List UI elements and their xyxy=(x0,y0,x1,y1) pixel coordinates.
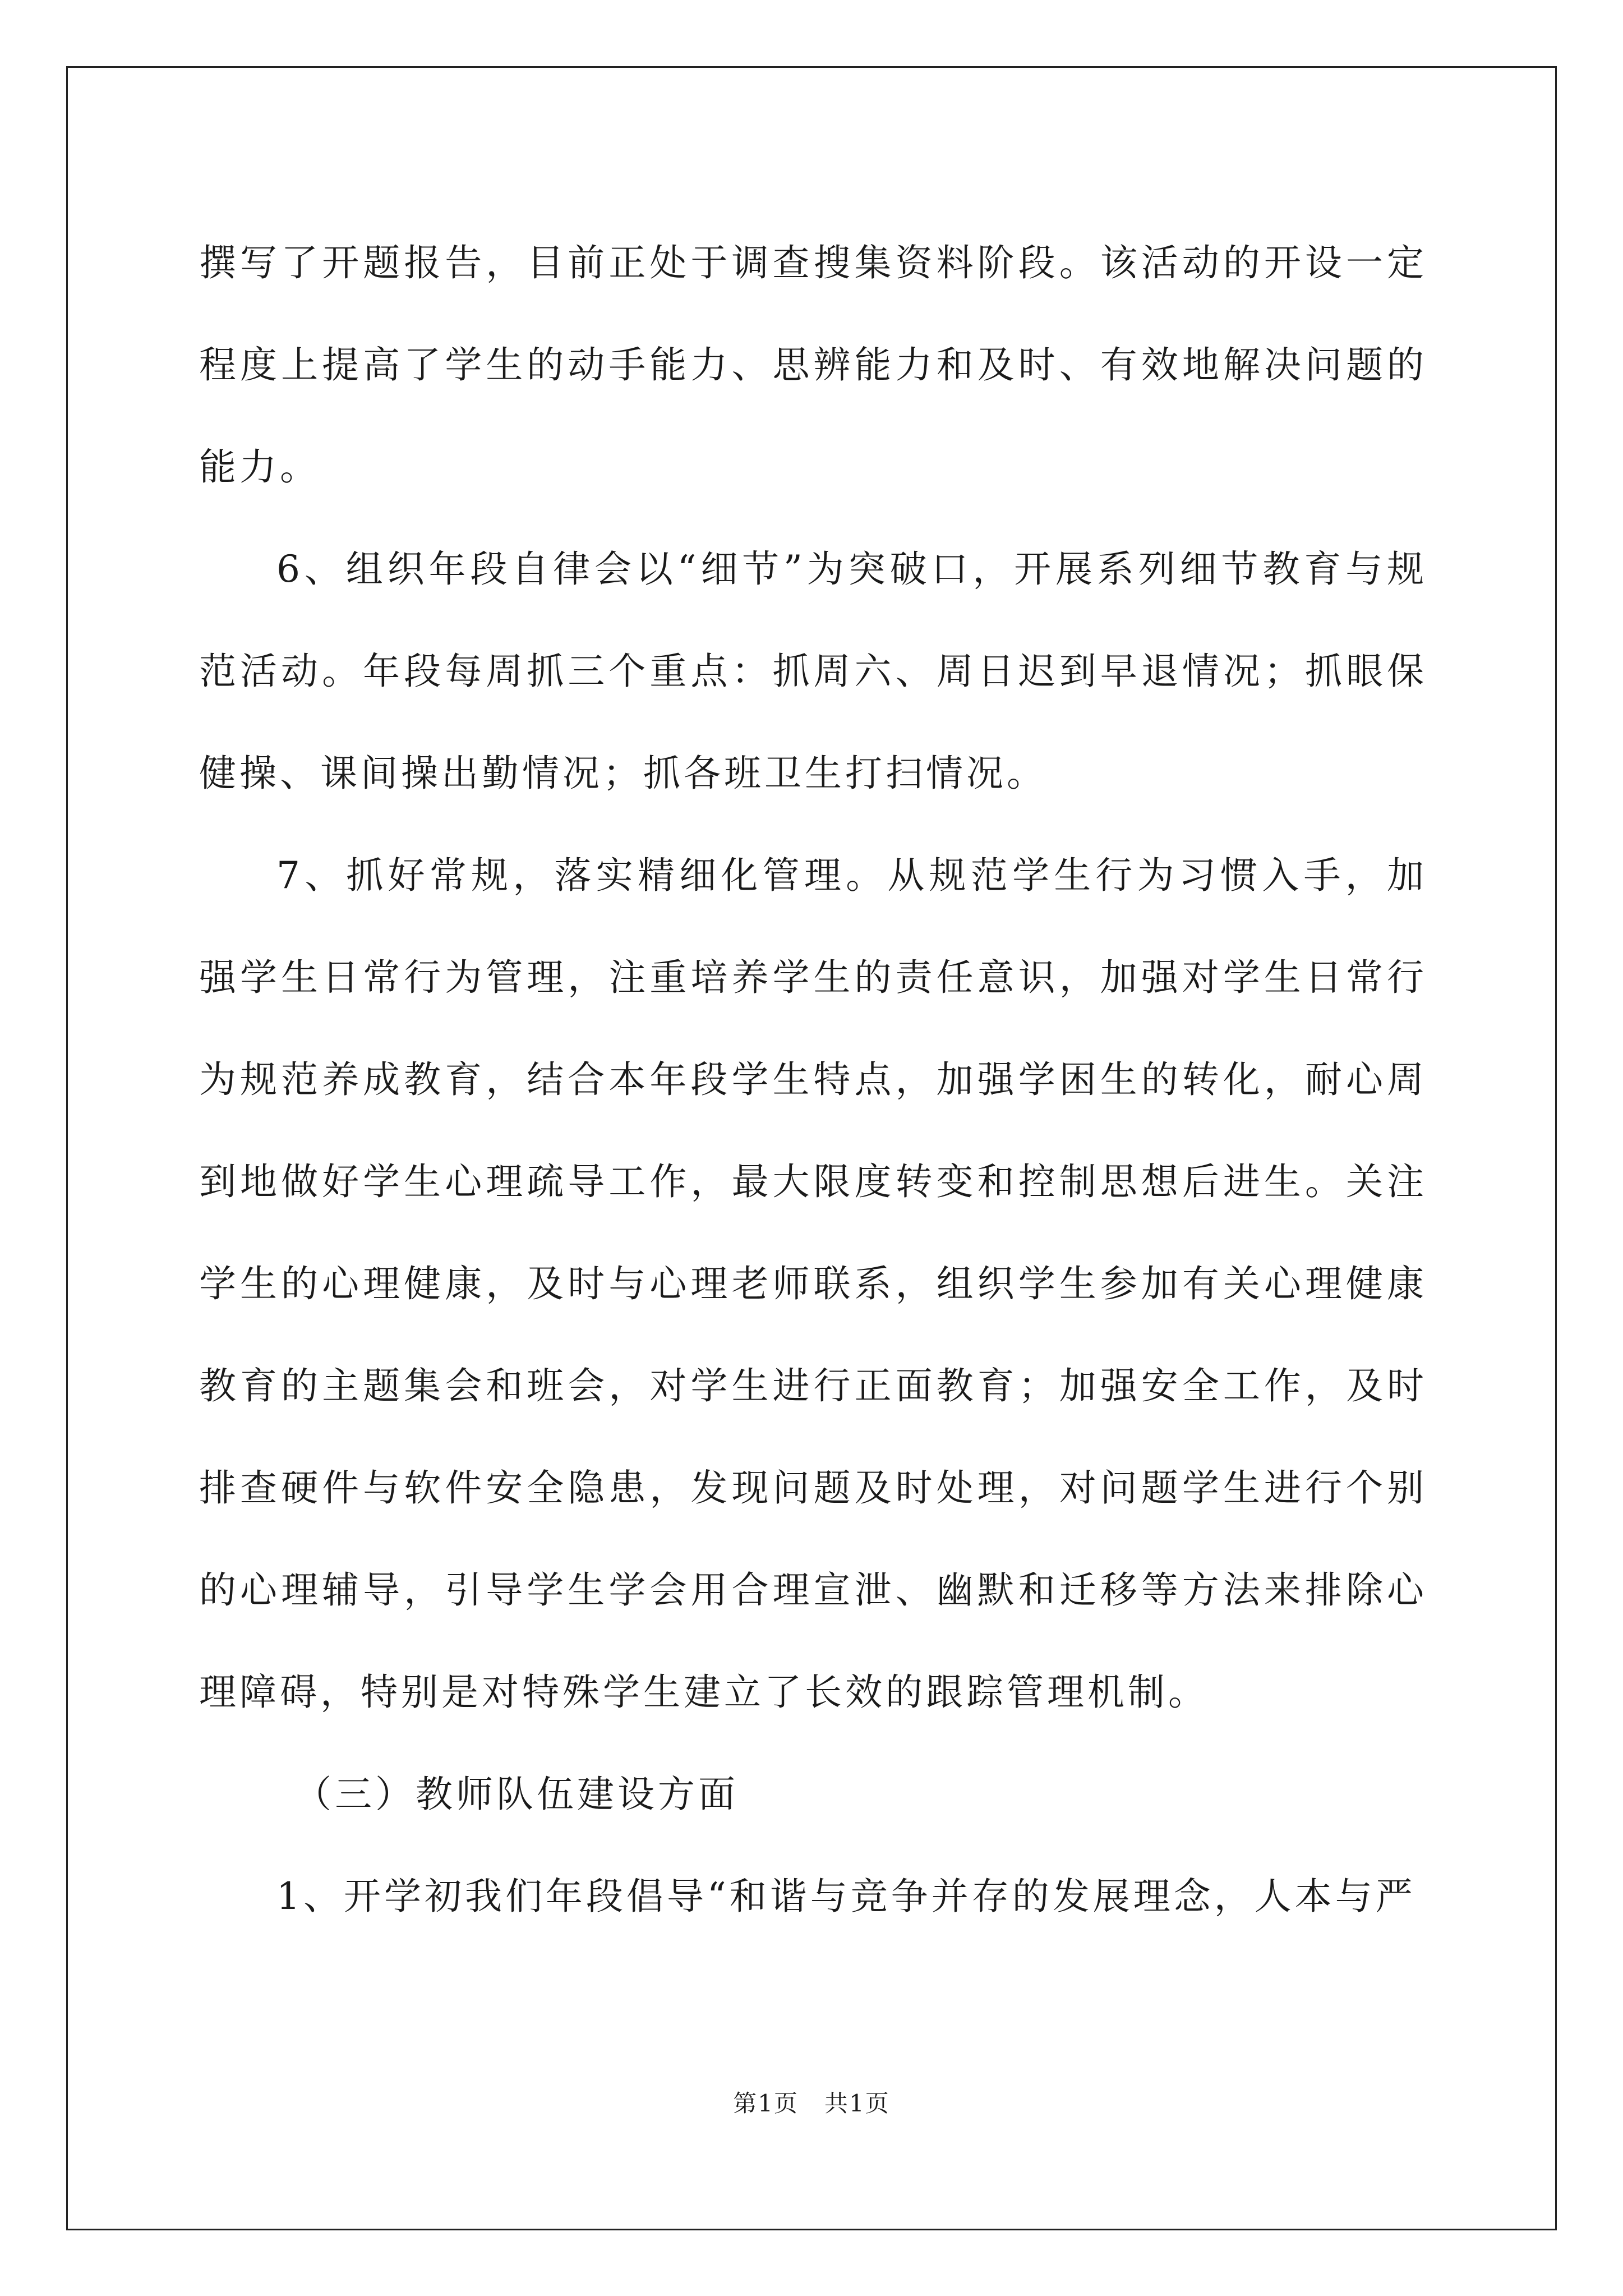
paragraph-item-7: 7、抓好常规，落实精细化管理。从规范学生行为习惯入手，加强学生日常行为管理，注重培养学生的责任意识，加强对学生日常行为规范养成教育，结合本年段学生特点，加强学困生的转化，耐心周到地做好学生心理疏导工作，最大限度转变和控制思想后进生。关注学生的心理健康，及时与心理老师联系，组织学生参加有关心理健康教育的主题集会和班会，对学生进行正面教育；加强安全工作，及时排查硬件与软件安全隐患，发现问题及时处理，对问题学生进行个别的心理辅导，引导学生学会用合理宣泄、幽默和迁移等方法来排除心理障碍，特别是对特殊学生建立了长效的跟踪管理机制。 xyxy=(199,854,1427,1714)
paragraph-item-1: 1、开学初我们年段倡导“和谐与竞争并存的发展理念，人本与严 xyxy=(276,1875,1416,1918)
paragraph-item-6: 6、组织年段自律会以“细节”为突破口，开展系列细节教育与规范活动。年段每周抓三个重点：抓周六、周日迟到早退情况；抓眼保健操、课间操出勤情况；抓各班卫生打扫情况。 xyxy=(199,547,1427,795)
document-body xyxy=(199,212,1427,1948)
paragraph-continuation: 撰写了开题报告，目前正处于调查搜集资料阶段。该活动的开设一定程度上提高了学生的动手能力、思辨能力和及时、有效地解决问题的能力。 xyxy=(199,241,1427,489)
page-total: 共1页 xyxy=(824,2090,890,2117)
section-heading: （三）教师队伍建设方面 xyxy=(294,1773,739,1816)
page-footer xyxy=(0,2087,1623,2120)
page-number: 第1页 xyxy=(733,2090,799,2117)
